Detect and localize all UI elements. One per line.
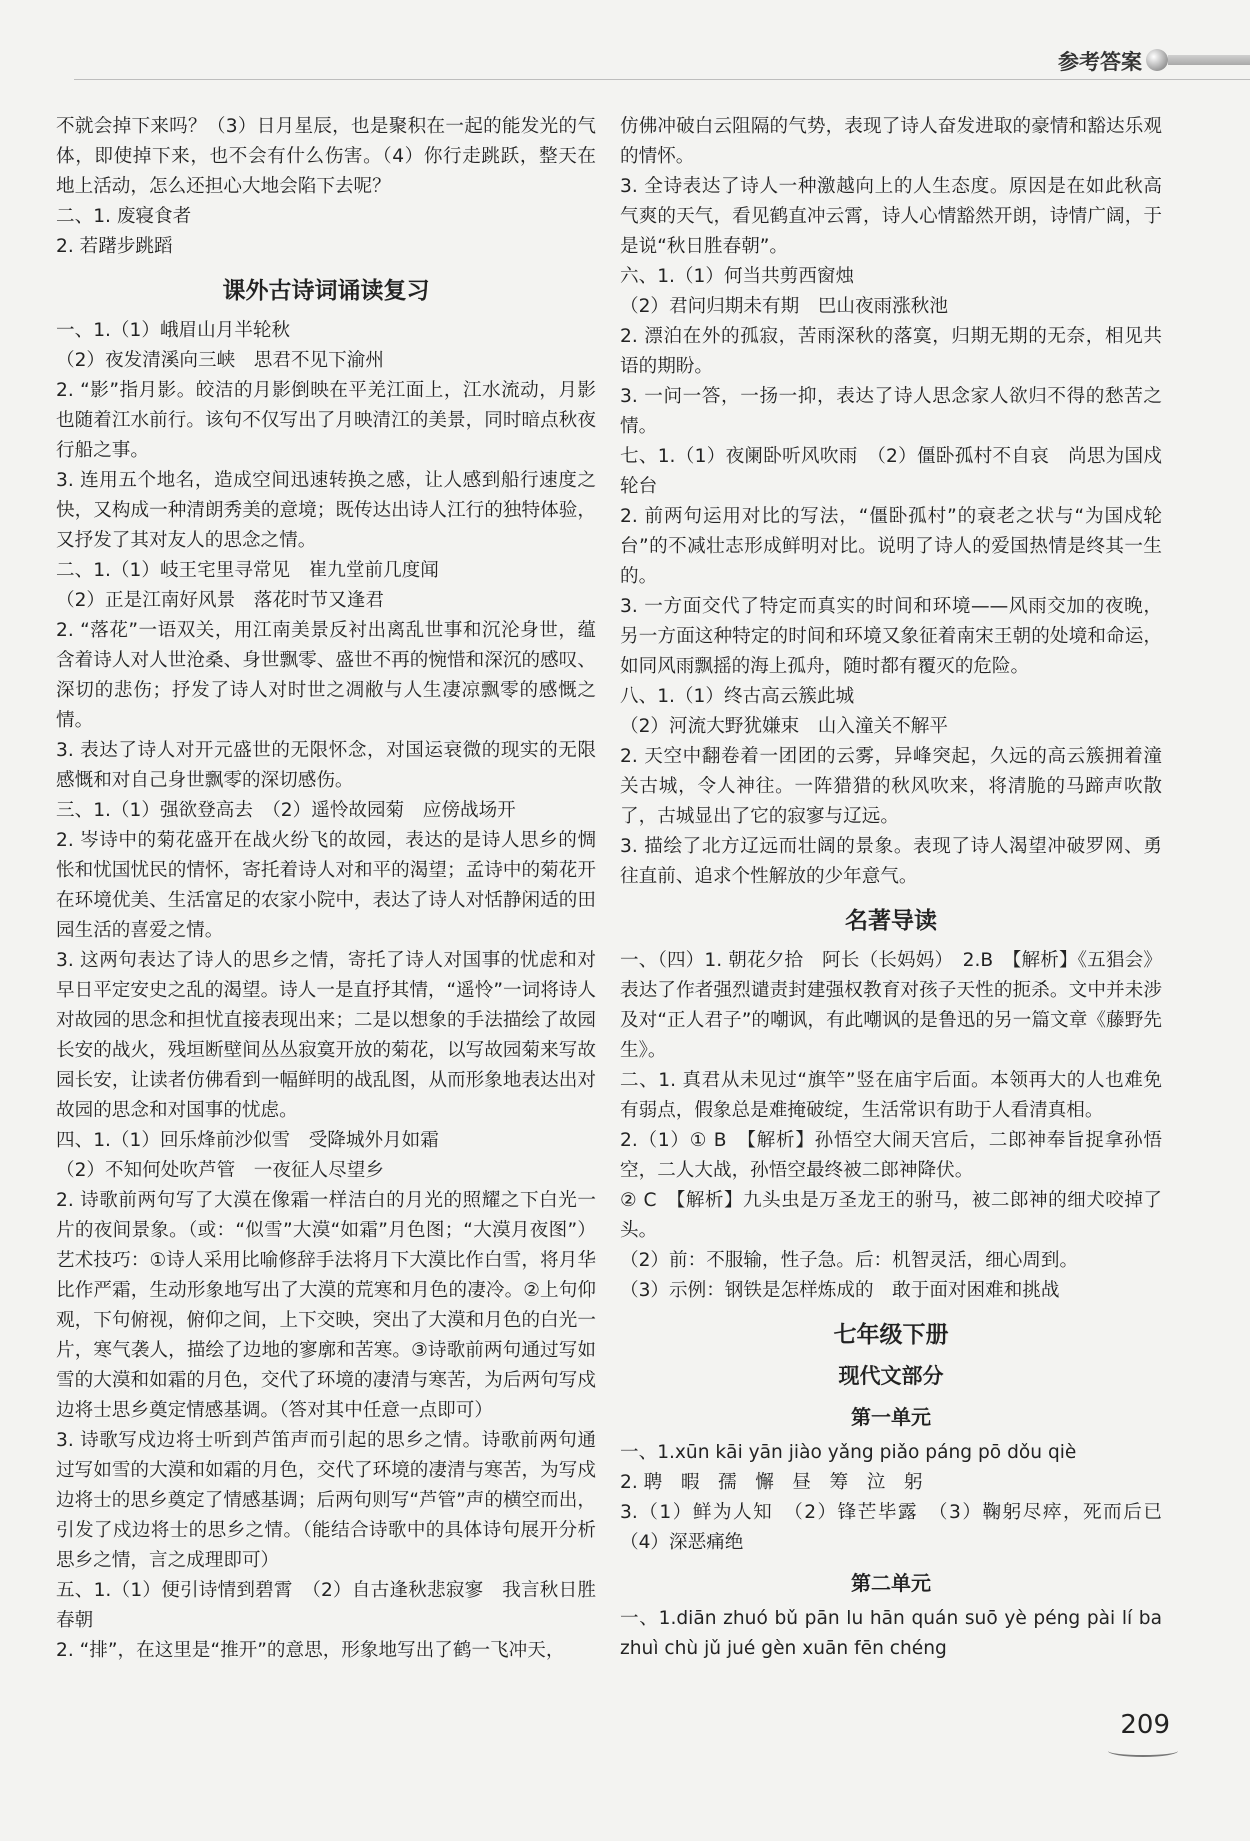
header-tab-bar — [1168, 55, 1250, 65]
page-number: 209 — [1120, 1710, 1170, 1740]
answer-paragraph: 3. 诗歌写戍边将士听到芦笛声而引起的思乡之情。诗歌前两句通过写如雪的大漠和如霜的月色，交代了环境的凄清与寒苦，为写戍边将士的思乡奠定了情感基调；后两句则写“芦管”声的横空而出，引发了戍边将士的思乡之情。（能结合诗歌中的具体诗句展开分析思乡之情，言之成理即可） — [56, 1430, 596, 1571]
answer-paragraph: 2. 漂泊在外的孤寂，苦雨深秋的落寞，归期无期的无奈，相见共语的期盼。 — [620, 326, 1162, 377]
answer-paragraph: 2. “影”指月影。皎洁的月影倒映在平羌江面上，江水流动，月影也随着江水前行。该句不仅写出了月映清江的美景，同时暗点秋夜行船之事。 — [56, 380, 596, 461]
answer-paragraph: （2）君问归期未有期 巴山夜雨涨秋池 — [620, 296, 948, 317]
answer-paragraph: 2.（1）① B 【解析】孙悟空大闹天宫后，二郎神奉旨捉拿孙悟空，二人大战，孙悟空最终被二郎神降伏。 — [620, 1130, 1162, 1181]
answer-paragraph: 二、1.（1）岐王宅里寻常见 崔九堂前几度闻 — [56, 560, 439, 581]
answer-paragraph: （2）正是江南好风景 落花时节又逢君 — [56, 590, 384, 611]
answer-paragraph: （2）前：不服输，性子急。后：机智灵活，细心周到。 — [620, 1250, 1079, 1271]
right-column — [620, 112, 1181, 1664]
unit-heading: 第一单元 — [851, 1405, 931, 1429]
section-subheading: 现代文部分 — [838, 1364, 944, 1388]
page-header — [0, 42, 1250, 78]
answer-paragraph: 二、1. 废寝食者 — [56, 206, 192, 227]
answer-paragraph: （2）河流大野犹嫌束 山入潼关不解平 — [620, 716, 948, 737]
answer-paragraph: 2. 诗歌前两句写了大漠在像霜一样洁白的月光的照耀之下白光一片的夜间景象。（或：“似雪”大漠“如霜”月色图；“大漠月夜图”）艺术技巧：①诗人采用比喻修辞手法将月下大漠比作白雪，将月华比作严霜，生动形象地写出了大漠的荒寒和月色的凄冷。②上句仰观，下句俯视，俯仰之间，上下交映，突出了大漠和月色的白光一片，寒气袭人，描绘了边地的寥廓和苦寒。③诗歌前两句通过写如雪的大漠和如霜的月色，交代了环境的凄清与寒苦，为后两句写戍边将士思乡奠定情感基调。（答对其中任意一点即可） — [56, 1190, 596, 1421]
answer-paragraph: 3. 连用五个地名，造成空间迅速转换之感，让人感到船行速度之快，又构成一种清朗秀美的意境；既传达出诗人江行的独特体验，又抒发了其对友人的思念之情。 — [56, 470, 596, 551]
answer-paragraph: 一、1.（1）峨眉山月半轮秋 — [56, 320, 291, 341]
answer-paragraph: 一、1.diān zhuó bǔ pān lu hān quán suō yè péng pài lí ba zhuì chù jǔ jué gèn xuān fēn chéng — [620, 1608, 1162, 1659]
answer-paragraph: 3. 一问一答，一扬一抑，表达了诗人思念家人欲归不得的愁苦之情。 — [620, 386, 1162, 437]
answer-paragraph: 3. 一方面交代了特定而真实的时间和环境——风雨交加的夜晚，另一方面这种特定的时间和环境又象征着南宋王朝的处境和命运，如同风雨飘摇的海上孤舟，随时都有覆灭的危险。 — [620, 596, 1162, 677]
answer-paragraph: 3. 全诗表达了诗人一种激越向上的人生态度。原因是在如此秋高气爽的天气，看见鹤直冲云霄，诗人心情豁然开朗，诗情广阔，于是说“秋日胜春朝”。 — [620, 176, 1162, 257]
answer-paragraph: 3. 描绘了北方辽远而壮阔的景象。表现了诗人渴望冲破罗网、勇往直前、追求个性解放的少年意气。 — [620, 836, 1162, 887]
answer-paragraph: （2）夜发清溪向三峡 思君不见下渝州 — [56, 350, 384, 371]
answer-paragraph: （2）不知何处吹芦管 一夜征人尽望乡 — [56, 1160, 384, 1181]
section-heading: 课外古诗词诵读复习 — [222, 278, 430, 304]
answer-paragraph: 2. “排”，在这里是“推开”的意思，形象地写出了鹤一飞冲天， — [56, 1640, 565, 1661]
answer-paragraph: 一、1.xūn kāi yān jiào yǎng piǎo páng pō dǒu qiè — [620, 1442, 1077, 1463]
answer-paragraph: 3.（1）鲜为人知 （2）锋芒毕露 （3）鞠躬尽瘁，死而后已 （4）深恶痛绝 — [620, 1502, 1181, 1553]
left-column — [56, 112, 596, 1666]
answer-paragraph: 2. 聘 暇 孺 懈 昼 筹 泣 躬 — [620, 1472, 923, 1493]
answer-paragraph: 3. 这两句表达了诗人的思乡之情，寄托了诗人对国事的忧虑和对早日平定安史之乱的渴望。诗人一是直抒其情，“遥怜”一词将诗人对故园的思念和担忧直接表现出来；二是以想象的手法描绘了故园长安的战火，残垣断壁间丛丛寂寞开放的菊花，以写故园菊来写故园长安，让读者仿佛看到一幅鲜明的战乱图，从而形象地表达出对故园的思念和对国事的忧虑。 — [56, 950, 596, 1121]
answer-paragraph: 八、1.（1）终古高云簇此城 — [620, 686, 855, 707]
answer-paragraph: 2. 若躇步跳蹈 — [56, 236, 173, 257]
answer-paragraph: 二、1. 真君从未见过“旗竿”竖在庙宇后面。本领再大的人也难免有弱点，假象总是难掩破绽，生活常识有助于人看清真相。 — [620, 1070, 1162, 1121]
answer-paragraph: 2. 岑诗中的菊花盛开在战火纷飞的故园，表达的是诗人思乡的惆怅和忧国忧民的情怀，寄托着诗人对和平的渴望；孟诗中的菊花开在环境优美、生活富足的农家小院中，表达了诗人对恬静闲适的田园生活的喜爱之情。 — [56, 830, 596, 941]
answer-paragraph: 一、（四）1. 朝花夕拾 阿长（长妈妈） 2.B 【解析】《五猖会》表达了作者强烈谴责封建强权教育对孩子天性的扼杀。文中并未涉及对“正人君子”的嘲讽，有此嘲讽的是鲁迅的另一篇文章《藤野先生》。 — [620, 950, 1162, 1061]
unit-heading: 第二单元 — [851, 1571, 931, 1595]
answer-paragraph: ② C 【解析】九头虫是万圣龙王的驸马，被二郎神的细犬咬掉了头。 — [620, 1190, 1162, 1241]
section-heading: 名著导读 — [845, 908, 937, 934]
answer-paragraph: 2. 前两句运用对比的写法，“僵卧孤村”的衰老之状与“为国戍轮台”的不减壮志形成鲜明对比。说明了诗人的爱国热情是终其一生的。 — [620, 506, 1162, 587]
header-bullet-icon — [1146, 49, 1168, 71]
answer-paragraph: （3）示例：钢铁是怎样炼成的 敢于面对困难和挑战 — [620, 1280, 1060, 1301]
answer-paragraph: 仿佛冲破白云阻隔的气势，表现了诗人奋发进取的豪情和豁达乐观的情怀。 — [620, 116, 1162, 167]
answer-paragraph: 五、1.（1）便引诗情到碧霄 （2）自古逢秋悲寂寥 我言秋日胜春朝 — [56, 1580, 596, 1631]
answer-paragraph: 七、1.（1）夜阑卧听风吹雨 （2）僵卧孤村不自哀 尚思为国戍轮台 — [620, 446, 1162, 497]
answer-paragraph: 六、1.（1）何当共剪西窗烛 — [620, 266, 855, 287]
answer-paragraph: 四、1.（1）回乐烽前沙似雪 受降城外月如霜 — [56, 1130, 439, 1151]
header-title: 参考答案 — [1058, 50, 1142, 74]
answer-paragraph: 不就会掉下来吗？（3）日月星辰，也是聚积在一起的能发光的气体，即使掉下来，也不会有什么伤害。（4）你行走跳跃，整天在地上活动，怎么还担心大地会陷下去呢？ — [56, 116, 596, 197]
header-divider — [74, 79, 1250, 80]
answer-paragraph: 2. 天空中翻卷着一团团的云雾，异峰突起，久远的高云簇拥着潼关古城，令人神往。一阵猎猎的秋风吹来，将清脆的马蹄声吹散了，古城显出了它的寂寥与辽远。 — [620, 746, 1162, 827]
section-heading: 七年级下册 — [833, 1322, 949, 1348]
answer-paragraph: 三、1.（1）强欲登高去 （2）遥怜故园菊 应傍战场开 — [56, 800, 516, 821]
answer-paragraph: 2. “落花”一语双关，用江南美景反衬出离乱世事和沉沦身世，蕴含着诗人对人世沧桑、身世飘零、盛世不再的惋惜和深沉的感叹、深切的悲伤；抒发了诗人对时世之凋敝与人生凄凉飘零的感慨之情。 — [56, 620, 596, 731]
page-number-ornament — [1108, 1745, 1178, 1757]
answer-paragraph: 3. 表达了诗人对开元盛世的无限怀念，对国运衰微的现实的无限感慨和对自己身世飘零的深切感伤。 — [56, 740, 596, 791]
